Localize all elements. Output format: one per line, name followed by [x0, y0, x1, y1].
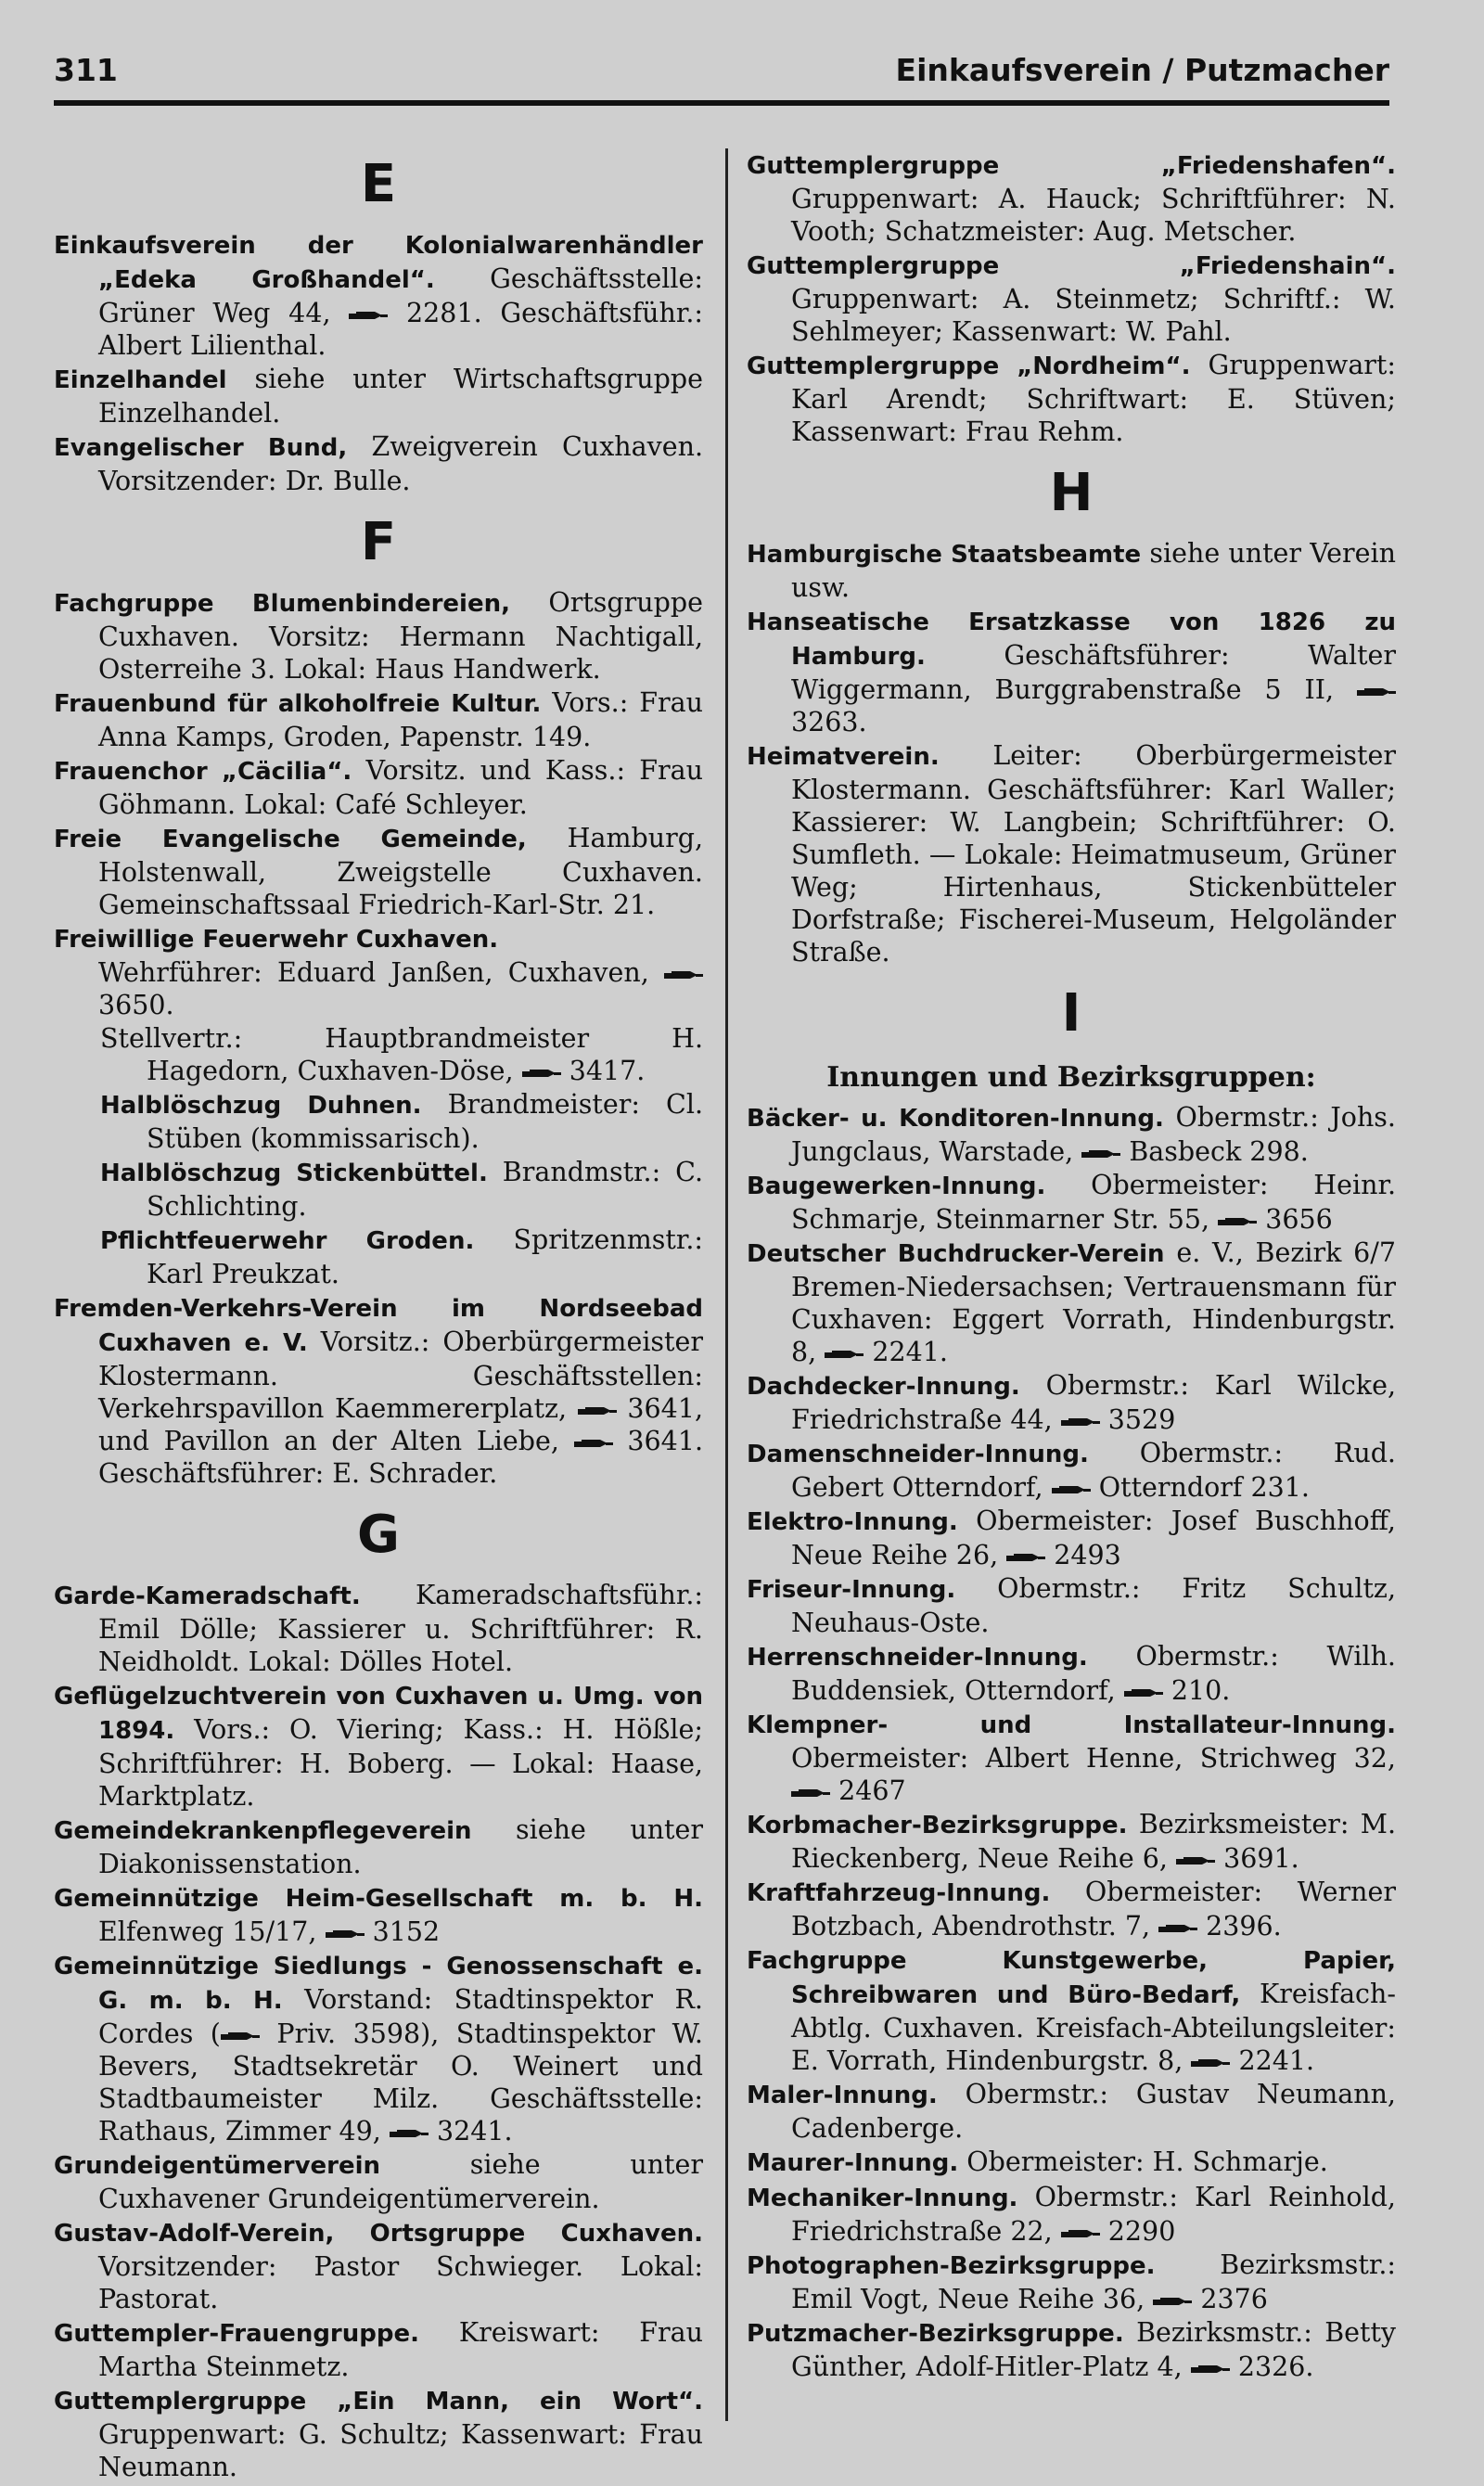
directory-entry: Klempner- und Installateur-Innung. Obermeister: Albert Henne, Strichweg 32, 2467	[747, 1711, 1396, 1806]
telephone-icon	[1191, 2056, 1230, 2070]
header-rule	[54, 100, 1389, 106]
page-number: 311	[54, 52, 118, 88]
telephone-icon	[522, 1066, 561, 1081]
telephone-icon	[390, 2126, 429, 2141]
telephone-icon	[1191, 2362, 1230, 2377]
directory-entry: Guttemplergruppe „Friedenshafen“. Gruppenwart: A. Hauck; Schriftführer: N. Vooth; Schatzmeister: Aug. Metscher.	[747, 152, 1396, 247]
telephone-icon	[1061, 2226, 1100, 2241]
telephone-icon	[1158, 1921, 1197, 1936]
directory-entry: Gustav-Adolf-Verein, Ortsgruppe Cuxhaven. Vorsitzender: Pastor Schwieger. Lokal: Pastorat.	[54, 2220, 703, 2314]
directory-entry: Guttemplergruppe „Friedenshain“. Gruppenwart: A. Steinmetz; Schriftf.: W. Sehlmeyer; Kassenwart: W. Pahl.	[747, 252, 1396, 347]
directory-entry: Evangelischer Bund, Zweigverein Cuxhaven. Vorsitzender: Dr. Bulle.	[54, 431, 704, 496]
directory-entry: Baugewerken-Innung. Obermeister: Heinr. Schmarje, Steinmarner Str. 55, 3656	[747, 1170, 1396, 1235]
telephone-icon	[1006, 1550, 1045, 1565]
section-letter-i: I	[1061, 983, 1081, 1044]
directory-entry: Einkaufsverein der Kolonialwarenhändler „Edeka Großhandel“. Geschäftsstelle: Grüner Weg 44, 2281. Geschäftsführ.: Albert Lilienthal.	[54, 232, 703, 361]
directory-entry: Hanseatische Ersatzkasse von 1826 zu Hamburg. Geschäftsführer: Walter Wiggermann, Burggrabenstraße 5 II, 3263.	[747, 609, 1397, 737]
directory-entry: Gemeindekrankenpflegeverein siehe unter Diakonissenstation.	[54, 1814, 704, 1879]
telephone-icon	[1176, 1853, 1215, 1868]
telephone-icon	[1081, 1147, 1120, 1161]
directory-entry: Pflichtfeuerwehr Groden. Spritzenmstr.: Karl Preukzat.	[100, 1224, 703, 1289]
directory-entry: Mechaniker-Innung. Obermstr.: Karl Reinhold, Friedrichstraße 22, 2290	[747, 2182, 1396, 2247]
directory-entry: Geflügelzuchtverein von Cuxhaven u. Umg. von 1894. Vors.: O. Viering; Kass.: H. Hößle; Schriftführer: H. Boberg. — Lokal: Haase, Marktplatz.	[54, 1683, 703, 1812]
telephone-icon	[1153, 2294, 1192, 2309]
directory-entry: Garde-Kameradschaft. Kameradschaftsführ.: Emil Dölle; Kassierer u. Schriftführer: R. Neidholdt. Lokal: Dölles Hotel.	[54, 1580, 703, 1677]
column-divider	[725, 148, 728, 2421]
directory-entry: Freiwillige Feuerwehr Cuxhaven. Wehrführer: Eduard Janßen, Cuxhaven, 3650.	[54, 922, 703, 1021]
directory-entry: Dachdecker-Innung. Obermstr.: Karl Wilcke, Friedrichstraße 44, 3529	[747, 1370, 1396, 1435]
directory-entry: Bäcker- u. Konditoren-Innung. Obermstr.: Johs. Jungclaus, Warstade, Basbeck 298.	[747, 1102, 1396, 1167]
directory-entry: Heimatverein. Leiter: Oberbürgermeister Klostermann. Geschäftsführer: Karl Waller; Kassierer: W. Langbein; Schriftführer: O. Sumfleth. — Lokale: Heimatmuseum, Grüner Weg; Hirtenhaus, Stickenbütteler Dorfstraße; Fischerei-Museum, Helgoländer Straße.	[747, 740, 1396, 967]
section-letter-e: E	[360, 154, 397, 214]
telephone-icon	[326, 1927, 365, 1941]
telephone-icon	[664, 967, 703, 982]
directory-entry: Kraftfahrzeug-Innung. Obermeister: Werner Botzbach, Abendrothstr. 7, 2396.	[747, 1877, 1396, 1941]
directory-entry: Gemeinnützige Heim-Gesellschaft m. b. H. Elfenweg 15/17, 3152	[54, 1885, 703, 1947]
page-header	[54, 45, 1389, 102]
telephone-icon	[1357, 685, 1396, 699]
directory-entry: Grundeigentümerverein siehe unter Cuxhavener Grundeigentümerverein.	[54, 2149, 703, 2214]
directory-entry: Guttemplergruppe „Nordheim“. Gruppenwart: Karl Arendt; Schriftwart: E. Stüven; Kassenwart: Frau Rehm.	[747, 350, 1396, 447]
directory-entry: Fachgruppe Blumenbindereien, Ortsgruppe Cuxhaven. Vorsitz: Hermann Nachtigall, Osterreihe 3. Lokal: Haus Handwerk.	[54, 587, 704, 685]
directory-entry: Frauenbund für alkoholfreie Kultur. Vors.: Frau Anna Kamps, Groden, Papenstr. 149.	[54, 687, 703, 752]
telephone-icon	[791, 1786, 830, 1800]
section-heading: Innungen und Bezirksgruppen:	[826, 1061, 1316, 1094]
section-letter-g: G	[357, 1505, 400, 1565]
directory-entry: Photographen-Bezirksgruppe. Bezirksmstr.: Emil Vogt, Neue Reihe 36, 2376	[747, 2249, 1396, 2314]
telephone-icon	[1061, 1415, 1100, 1429]
left-column	[54, 139, 703, 2484]
directory-entry: Herrenschneider-Innung. Obermstr.: Wilh. Buddensiek, Otterndorf, 210.	[747, 1641, 1396, 1706]
telephone-icon	[1124, 1685, 1163, 1700]
telephone-icon	[1218, 1214, 1257, 1229]
directory-entry: Hamburgische Staatsbeamte siehe unter Verein usw.	[747, 538, 1396, 603]
directory-entry: Stellvertr.: Hauptbrandmeister H. Hagedorn, Cuxhaven-Döse, 3417.	[100, 1023, 703, 1086]
directory-entry: Friseur-Innung. Obermstr.: Fritz Schultz, Neuhaus-Oste.	[747, 1573, 1397, 1638]
directory-entry: Freie Evangelische Gemeinde, Hamburg, Holstenwall, Zweigstelle Cuxhaven. Gemeinschaftssaal Friedrich-Karl-Str. 21.	[54, 823, 704, 920]
running-title: Einkaufsverein / Putzmacher	[895, 52, 1389, 88]
telephone-icon	[578, 1403, 617, 1418]
directory-entry: Guttemplergruppe „Ein Mann, ein Wort“. Gruppenwart: G. Schultz; Kassenwart: Frau Neumann.	[54, 2388, 703, 2482]
directory-entry: Guttempler-Frauengruppe. Kreiswart: Frau Martha Steinmetz.	[54, 2317, 703, 2382]
directory-entry: Fremden-Verkehrs-Verein im Nordseebad Cuxhaven e. V. Vorsitz.: Oberbürgermeister Klostermann. Geschäftsstellen: Verkehrspavillon Kaemmererplatz, 3641, und Pavillon an der Alten Liebe, 3641. Geschäftsführer: E. Schrader.	[54, 1295, 704, 1489]
directory-entry: Maurer-Innung. Obermeister: H. Schmarje.	[747, 2146, 1328, 2177]
directory-entry: Halblöschzug Duhnen. Brandmeister: Cl. Stüben (kommissarisch).	[100, 1089, 704, 1154]
telephone-icon	[1052, 1482, 1091, 1497]
directory-entry: Einzelhandel siehe unter Wirtschaftsgruppe Einzelhandel.	[54, 364, 703, 429]
telephone-icon	[574, 1436, 613, 1451]
directory-entry: Korbmacher-Bezirksgruppe. Bezirksmeister: M. Rieckenberg, Neue Reihe 6, 3691.	[747, 1809, 1396, 1874]
section-letter-h: H	[1049, 463, 1094, 523]
telephone-icon	[825, 1347, 864, 1362]
directory-entry: Deutscher Buchdrucker-Verein e. V., Bezirk 6/7 Bremen-Niedersachsen; Vertrauensmann für Cuxhaven: Eggert Vorrath, Hindenburgstr. 8, 2241.	[747, 1237, 1396, 1367]
section-letter-f: F	[360, 512, 397, 572]
telephone-icon	[221, 2029, 260, 2044]
right-column	[747, 148, 1396, 2384]
directory-entry: Frauenchor „Cäcilia“. Vorsitz. und Kass.: Frau Göhmann. Lokal: Café Schleyer.	[54, 755, 704, 820]
directory-entry: Gemeinnützige Siedlungs - Genossenschaft e. G. m. b. H. Vorstand: Stadtinspektor R. Cordes ( Priv. 3598), Stadtinspektor W. Bevers, Stadtsekretär O. Weinert und Stadtbaumeister Milz. Geschäftsstelle: Rathaus, Zimmer 49, 3241.	[54, 1953, 703, 2146]
directory-entry: Damenschneider-Innung. Obermstr.: Rud. Gebert Otterndorf, Otterndorf 231.	[747, 1438, 1396, 1503]
directory-entry: Elektro-Innung. Obermeister: Josef Buschhoff, Neue Reihe 26, 2493	[747, 1506, 1396, 1570]
telephone-icon	[349, 308, 388, 323]
directory-entry: Fachgruppe Kunstgewerbe, Papier, Schreibwaren und Büro-Bedarf, Kreisfach-Abtlg. Cuxhaven. Kreisfach-Abteilungsleiter: E. Vorrath, Hindenburgstr. 8, 2241.	[747, 1947, 1397, 2076]
directory-entry: Putzmacher-Bezirksgruppe. Bezirksmstr.: Betty Günther, Adolf-Hitler-Platz 4, 2326.	[747, 2317, 1397, 2382]
directory-entry: Halblöschzug Stickenbüttel. Brandmstr.: C. Schlichting.	[100, 1157, 704, 1222]
directory-entry: Maler-Innung. Obermstr.: Gustav Neumann, Cadenberge.	[747, 2079, 1396, 2144]
